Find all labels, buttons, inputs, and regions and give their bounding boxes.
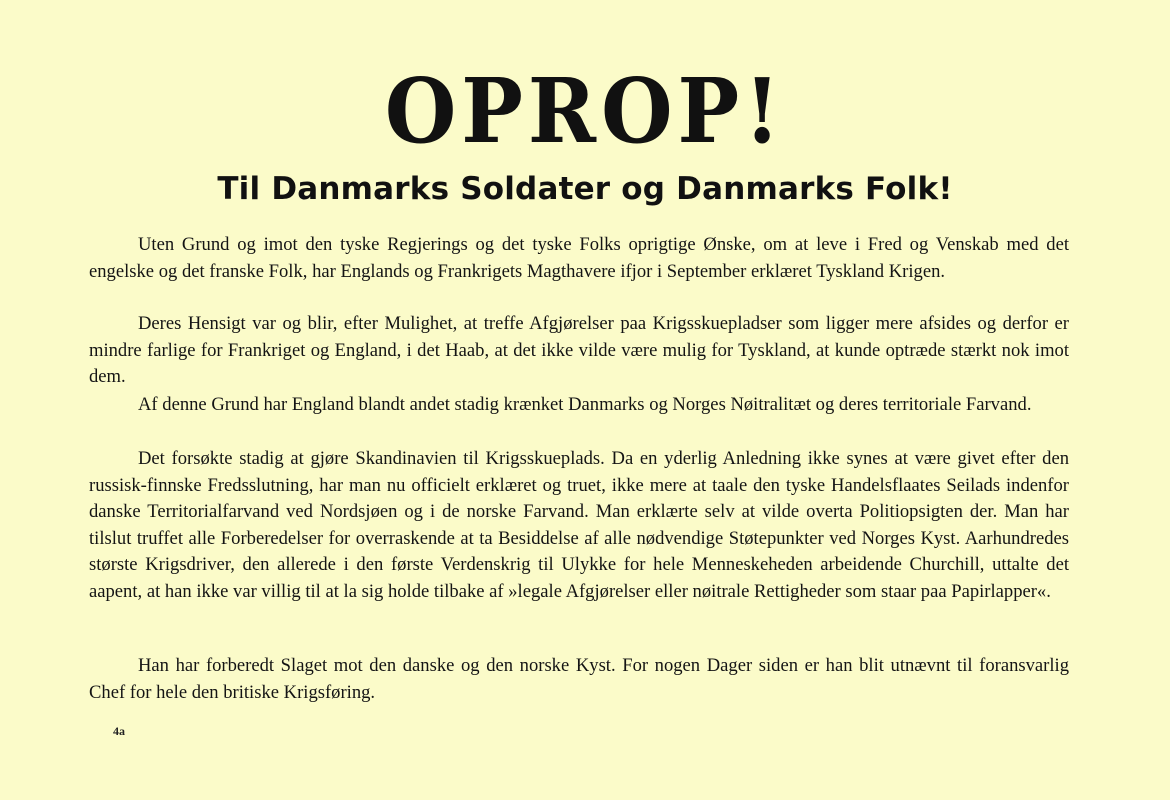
paragraph-3: Af denne Grund har England blandt andet stadig krænket Danmarks og Norges Nøitralitæt og deres territoriale Farvand. — [138, 394, 1032, 415]
paragraph-5: Han har forberedt Slaget mot den danske og den norske Kyst. For nogen Dager siden er han blit utnævnt til foransvarlig Chef for hele den britiske Krigsføring. — [89, 655, 1069, 703]
page-marker: 4a — [113, 724, 125, 738]
poster-subtitle: Til Danmarks Soldater og Danmarks Folk! — [217, 171, 953, 207]
poster-title: OPROP! — [384, 60, 786, 164]
paragraph-2: Deres Hensigt var og blir, efter Mulighet, at treffe Afgjørelser paa Krigsskuepladser som ligger mere afsides og derfor er mindre farlige for Frankriget og England, i det Haab, at det ikke vilde være mulig for Tyskland, at kunde optræde stærkt nok imot dem. — [89, 313, 1069, 388]
paragraph-4: Det forsøkte stadig at gjøre Skandinavien til Krigsskueplads. Da en yderlig Anledning ikke synes at være givet efter den russisk-finnske Fredsslutning, har man nu officielt erklæret og truet, ikke mere at taale den tyske Handelsflaates Seilads indenfor danske Territorialfarvand ved Nordsjøen og i de norske Farvand. Man erklærte selv at vilde overta Politiopsigten der. Man har tilslut truffet alle Forberedelser for overraskende at ta Besiddelse af alle nødvendige Støtepunkter ved Norges Kyst. Aarhundredes største Krigsdriver, den allerede i den første Verdenskrig til Ulykke for hele Menneskeheden arbeidende Churchill, uttalte det aapent, at han ikke var villig til at la sig holde tilbake af »legale Afgjørelser eller nøitrale Rettigheder som staar paa Papirlapper«. — [89, 448, 1069, 602]
paragraph-1: Uten Grund og imot den tyske Regjerings og det tyske Folks oprigtige Ønske, om at leve i Fred og Venskab med det engelske og det franske Folk, har Englands og Frankrigets Magthavere ifjor i September erklæret Tyskland Krigen. — [89, 234, 1069, 282]
